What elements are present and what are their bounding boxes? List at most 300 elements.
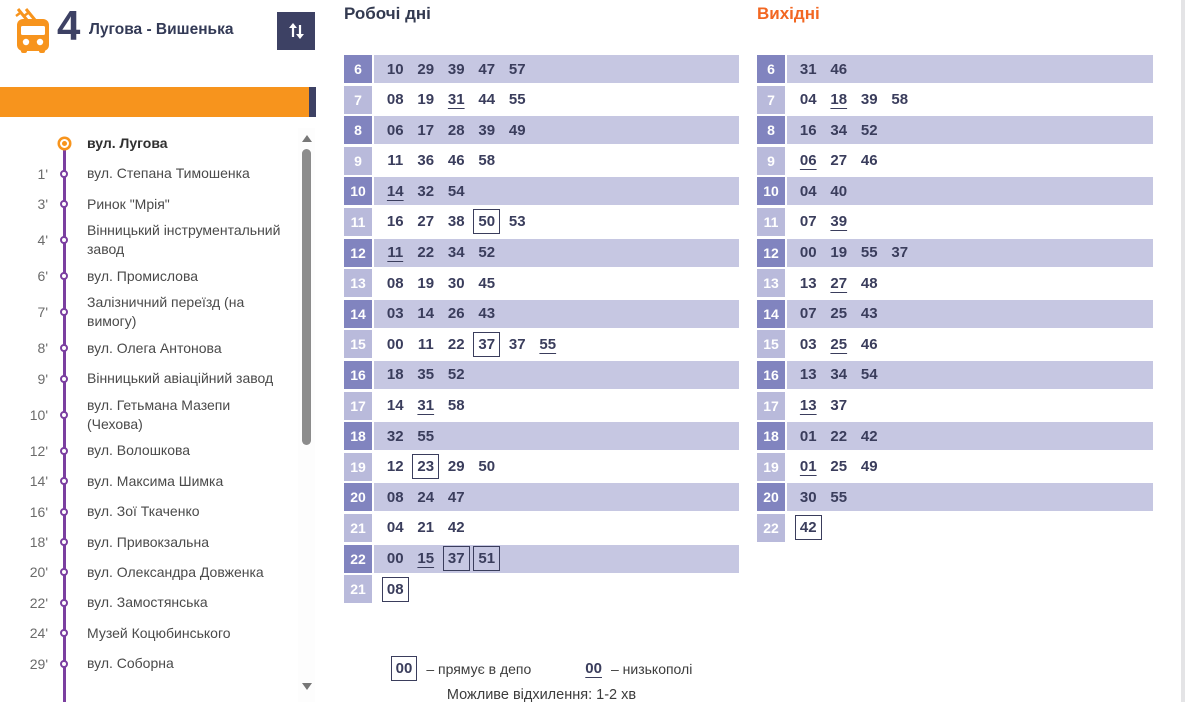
times-cell [374, 116, 739, 144]
time-value: 24 [417, 488, 435, 506]
hour-cell: 18 [757, 422, 785, 450]
time-value: 06 [386, 121, 404, 139]
stop-marker [52, 447, 76, 455]
time-slot [380, 457, 411, 476]
time-slot [380, 90, 411, 109]
time-value: 19 [417, 91, 435, 109]
time-value-lowfloor: 06 [799, 152, 817, 170]
stop-dot-icon [60, 308, 68, 316]
hour-cell: 21 [344, 514, 372, 542]
timetable-row [344, 208, 739, 236]
stop-time-offset: 24' [29, 625, 48, 642]
time-slot [472, 60, 503, 79]
stop-item[interactable] [0, 291, 298, 333]
stop-marker [52, 344, 76, 352]
times-cell [787, 453, 1153, 481]
time-slot [411, 212, 442, 231]
times-cell [374, 239, 739, 267]
time-value: 55 [508, 91, 526, 109]
stop-dot-icon [60, 411, 68, 419]
hour-cell: 13 [757, 269, 785, 297]
time-slot [411, 121, 442, 140]
time-value-lowfloor: 25 [830, 335, 848, 353]
legend [344, 656, 739, 681]
time-slot [793, 212, 824, 231]
time-value-depot: 50 [473, 209, 500, 234]
stop-item-current[interactable] [0, 128, 298, 158]
time-slot [441, 304, 472, 323]
scroll-up-icon[interactable] [302, 135, 312, 142]
time-value: 46 [860, 335, 878, 353]
route-header [0, 0, 316, 87]
timetable-row [344, 239, 739, 267]
stop-marker [52, 170, 76, 178]
time-slot [441, 518, 472, 537]
timetable-row [344, 483, 739, 511]
time-slot [824, 151, 855, 170]
time-slot [411, 60, 442, 79]
timetable-row [344, 300, 739, 328]
timetable-row [344, 453, 739, 481]
time-value: 42 [447, 519, 465, 537]
time-slot [793, 60, 824, 79]
timetable-row [344, 269, 739, 297]
stop-item[interactable] [0, 618, 298, 648]
time-slot [472, 332, 503, 357]
stop-name: вул. Промислова [87, 267, 199, 284]
time-slot [441, 546, 472, 571]
stop-marker [52, 629, 76, 637]
time-slot [411, 182, 442, 201]
time-value: 48 [860, 274, 878, 292]
stop-marker [52, 272, 76, 280]
times-cell [787, 177, 1153, 205]
times-cell [787, 86, 1153, 114]
time-value: 37 [830, 397, 848, 415]
time-slot [824, 243, 855, 262]
time-value: 19 [830, 244, 848, 262]
time-value: 35 [417, 366, 435, 384]
direction-accent-bar-cap [309, 87, 316, 117]
time-value-depot: 37 [473, 332, 500, 357]
time-value: 10 [386, 60, 404, 78]
time-value-depot: 23 [412, 454, 439, 479]
time-value: 08 [386, 91, 404, 109]
time-value: 40 [830, 182, 848, 200]
time-value-lowfloor: 39 [830, 213, 848, 231]
time-slot [411, 549, 442, 568]
time-slot [824, 212, 855, 231]
stop-item[interactable] [0, 648, 298, 678]
time-value: 49 [508, 121, 526, 139]
stop-marker [52, 236, 76, 244]
time-value: 25 [830, 458, 848, 476]
time-value: 11 [387, 152, 404, 170]
times-cell [374, 269, 739, 297]
time-value: 57 [508, 60, 526, 78]
stop-name: вул. Гетьмана Мазепи (Чехова) [87, 396, 231, 432]
times-cell [787, 330, 1153, 358]
stop-marker [52, 568, 76, 576]
stop-dot-icon [60, 139, 69, 148]
time-slot [824, 60, 855, 79]
hour-cell: 18 [344, 422, 372, 450]
time-slot [824, 304, 855, 323]
stop-item[interactable] [0, 527, 298, 557]
time-value-lowfloor: 18 [830, 91, 848, 109]
time-slot [380, 274, 411, 293]
hour-cell: 17 [344, 392, 372, 420]
time-value-lowfloor: 27 [830, 274, 848, 292]
scrollbar-thumb[interactable] [302, 149, 311, 445]
time-slot [441, 151, 472, 170]
times-cell [374, 330, 739, 358]
stop-item[interactable] [0, 436, 298, 466]
time-slot [411, 427, 442, 446]
stop-name: вул. Олександра Довженка [87, 564, 264, 580]
time-slot [533, 335, 564, 354]
times-cell [374, 545, 739, 573]
time-value: 27 [417, 213, 435, 231]
time-slot [472, 121, 503, 140]
lowfloor-sample: 00 [585, 660, 602, 677]
time-slot [380, 182, 411, 201]
times-cell [374, 422, 739, 450]
workdays-timetable [344, 55, 739, 606]
time-value: 45 [478, 274, 496, 292]
time-value: 26 [447, 305, 465, 323]
stop-dot-icon [60, 375, 68, 383]
time-value: 13 [799, 274, 817, 292]
time-slot [502, 335, 533, 354]
stop-time-offset: 29' [29, 655, 48, 672]
scroll-down-icon[interactable] [302, 683, 312, 690]
times-cell [374, 392, 739, 420]
time-slot [411, 454, 442, 479]
time-value: 39 [447, 60, 465, 78]
time-slot [472, 151, 503, 170]
time-value: 42 [860, 427, 878, 445]
stop-name: вул. Олега Антонова [87, 339, 222, 356]
stop-item[interactable] [0, 557, 298, 587]
time-slot [441, 396, 472, 415]
timetable-row [757, 514, 1153, 542]
time-value: 37 [508, 335, 526, 353]
time-value: 39 [860, 91, 878, 109]
stop-time-offset: 10' [29, 406, 48, 423]
hour-cell: 22 [344, 545, 372, 573]
time-value: 03 [386, 305, 404, 323]
time-value-lowfloor: 31 [447, 91, 465, 109]
times-cell [787, 361, 1153, 389]
time-value: 43 [478, 305, 496, 323]
time-value: 01 [799, 427, 817, 445]
timetable-row [344, 86, 739, 114]
stop-time-offset: 12' [29, 442, 48, 459]
time-slot [411, 151, 442, 170]
timetable-row [757, 86, 1153, 114]
time-value: 50 [478, 458, 496, 476]
hour-cell: 16 [344, 361, 372, 389]
timetable-row [344, 116, 739, 144]
timetable-row [757, 55, 1153, 83]
time-value: 30 [447, 274, 465, 292]
time-value: 07 [799, 213, 817, 231]
time-slot [502, 121, 533, 140]
time-slot [411, 243, 442, 262]
times-cell [374, 575, 739, 603]
time-value: 47 [447, 488, 465, 506]
time-value-lowfloor: 15 [417, 550, 435, 567]
stop-marker [52, 411, 76, 419]
time-value: 04 [386, 519, 404, 537]
time-slot [824, 274, 855, 293]
time-value: 55 [860, 244, 878, 262]
time-slot [472, 90, 503, 109]
time-slot [380, 365, 411, 384]
stop-dot-icon [60, 447, 68, 455]
stop-marker [52, 375, 76, 383]
time-value: 55 [830, 488, 848, 506]
time-value: 34 [447, 244, 465, 262]
time-slot [854, 274, 885, 293]
stop-dot-icon [60, 272, 68, 280]
time-slot [380, 212, 411, 231]
time-slot [502, 60, 533, 79]
stop-time-offset: 14' [29, 473, 48, 490]
time-value: 14 [386, 397, 404, 415]
stop-item[interactable] [0, 466, 298, 496]
time-value-lowfloor: 14 [386, 182, 404, 200]
time-value-depot: 42 [795, 515, 822, 540]
timetable-row [757, 177, 1153, 205]
stop-name: Музей Коцюбинського [87, 624, 231, 641]
time-slot [441, 60, 472, 79]
time-slot [854, 90, 885, 109]
time-value: 32 [386, 427, 404, 445]
time-value: 21 [417, 519, 435, 537]
time-value-lowfloor: 01 [799, 458, 817, 476]
stop-marker [52, 599, 76, 607]
stop-item[interactable] [0, 394, 298, 436]
timetable-row [757, 147, 1153, 175]
hour-cell: 20 [344, 483, 372, 511]
stop-dot-icon [60, 629, 68, 637]
time-value: 39 [478, 121, 496, 139]
hour-cell: 11 [757, 208, 785, 236]
time-value: 46 [860, 152, 878, 170]
stop-item[interactable] [0, 588, 298, 618]
time-value: 04 [799, 91, 817, 109]
time-slot [824, 396, 855, 415]
times-cell [787, 514, 1153, 542]
hour-cell: 8 [757, 116, 785, 144]
hour-cell: 19 [344, 453, 372, 481]
time-value: 11 [417, 335, 434, 353]
time-value: 34 [830, 366, 848, 384]
time-value: 31 [799, 60, 817, 78]
times-cell [374, 361, 739, 389]
timetable-row [757, 239, 1153, 267]
stop-time-offset: 16' [29, 503, 48, 520]
times-cell [787, 208, 1153, 236]
time-slot [380, 121, 411, 140]
hour-cell: 10 [344, 177, 372, 205]
hour-cell: 14 [344, 300, 372, 328]
stop-name: вул. Замостянська [87, 594, 208, 611]
timetable-row [757, 392, 1153, 420]
timetable-row [757, 208, 1153, 236]
depot-sample: 00 [391, 656, 418, 681]
time-slot [472, 243, 503, 262]
time-slot [793, 488, 824, 507]
time-value: 12 [386, 458, 404, 476]
time-slot [793, 151, 824, 170]
times-cell [374, 86, 739, 114]
hour-cell: 12 [344, 239, 372, 267]
stop-time-offset: 1' [37, 165, 48, 182]
time-value: 27 [830, 152, 848, 170]
time-slot [502, 90, 533, 109]
time-slot [793, 182, 824, 201]
hour-cell: 21 [344, 575, 372, 603]
timetable-row [757, 300, 1153, 328]
time-slot [793, 396, 824, 415]
timetable-row [757, 269, 1153, 297]
hour-cell: 12 [757, 239, 785, 267]
timetable-row [757, 116, 1153, 144]
time-value: 08 [386, 274, 404, 292]
time-value: 44 [478, 91, 496, 109]
hour-cell: 6 [757, 55, 785, 83]
stop-dot-icon [60, 599, 68, 607]
time-slot [411, 335, 442, 354]
stop-marker [52, 139, 76, 148]
time-value: 47 [478, 60, 496, 78]
stop-item[interactable] [0, 333, 298, 363]
stop-dot-icon [60, 344, 68, 352]
time-slot [441, 365, 472, 384]
times-cell [787, 239, 1153, 267]
hour-cell: 9 [757, 147, 785, 175]
time-value: 16 [386, 213, 404, 231]
time-value: 49 [860, 458, 878, 476]
time-slot [854, 243, 885, 262]
time-value: 00 [386, 335, 404, 353]
time-slot [472, 304, 503, 323]
timetable-row [344, 361, 739, 389]
time-value: 00 [799, 244, 817, 262]
time-slot [824, 457, 855, 476]
stop-item[interactable] [0, 496, 298, 526]
times-cell [787, 116, 1153, 144]
time-slot [885, 90, 916, 109]
stop-time-offset: 9' [37, 370, 48, 387]
time-value-lowfloor: 55 [539, 335, 557, 353]
time-value: 55 [417, 427, 435, 445]
time-value: 43 [860, 305, 878, 323]
stop-time-offset: 22' [29, 594, 48, 611]
time-value: 08 [386, 488, 404, 506]
time-slot [411, 518, 442, 537]
hour-cell: 20 [757, 483, 785, 511]
stop-time-offset: 7' [37, 304, 48, 321]
stop-item[interactable] [0, 364, 298, 394]
time-slot [380, 549, 411, 568]
stop-time-offset: 20' [29, 564, 48, 581]
stop-item[interactable] [0, 158, 298, 188]
time-slot [411, 90, 442, 109]
time-value: 58 [447, 397, 465, 415]
timetable-row [344, 545, 739, 573]
stop-marker [52, 538, 76, 546]
times-cell [787, 392, 1153, 420]
stop-name: вул. Максима Шимка [87, 472, 224, 489]
time-slot [793, 243, 824, 262]
stop-name: Вінницький авіаційний завод [87, 370, 274, 387]
swap-direction-button[interactable] [277, 12, 315, 50]
hour-cell: 15 [757, 330, 785, 358]
times-cell [787, 300, 1153, 328]
stop-marker [52, 508, 76, 516]
time-value: 22 [417, 244, 435, 262]
time-slot [380, 577, 411, 602]
time-value-lowfloor: 11 [387, 244, 404, 262]
legend-lowfloor [585, 660, 692, 677]
time-value: 54 [860, 366, 878, 384]
timetable-row [344, 392, 739, 420]
time-slot [380, 60, 411, 79]
stop-item[interactable] [0, 261, 298, 291]
hour-cell: 9 [344, 147, 372, 175]
stop-name: вул. Соборна [87, 655, 174, 672]
stop-name: вул. Волошкова [87, 442, 191, 459]
time-value: 25 [830, 305, 848, 323]
timetable-row [344, 575, 739, 603]
timetable-row [344, 514, 739, 542]
time-value: 54 [447, 182, 465, 200]
times-cell [374, 208, 739, 236]
stop-name: вул. Привокзальна [87, 533, 209, 550]
stop-name: Вінницький інструментальний завод [87, 222, 281, 258]
stop-marker [52, 308, 76, 316]
time-value: 29 [417, 60, 435, 78]
hour-cell: 15 [344, 330, 372, 358]
stop-dot-icon [60, 508, 68, 516]
stop-item[interactable] [0, 189, 298, 219]
time-slot [441, 121, 472, 140]
stops-scrollbar[interactable] [298, 128, 315, 702]
trolleybus-icon [13, 7, 59, 53]
time-value: 18 [386, 366, 404, 384]
time-slot [380, 427, 411, 446]
times-cell [787, 269, 1153, 297]
timetable-row [757, 330, 1153, 358]
times-cell [374, 55, 739, 83]
stop-dot-icon [60, 170, 68, 178]
stop-item[interactable] [0, 219, 298, 261]
time-slot [793, 90, 824, 109]
time-value: 22 [447, 335, 465, 353]
weekend-timetable [757, 55, 1153, 545]
timetable-row [344, 147, 739, 175]
time-slot [472, 457, 503, 476]
times-cell [374, 483, 739, 511]
time-value: 29 [447, 458, 465, 476]
stop-marker [52, 660, 76, 668]
time-value: 19 [417, 274, 435, 292]
time-slot [380, 243, 411, 262]
